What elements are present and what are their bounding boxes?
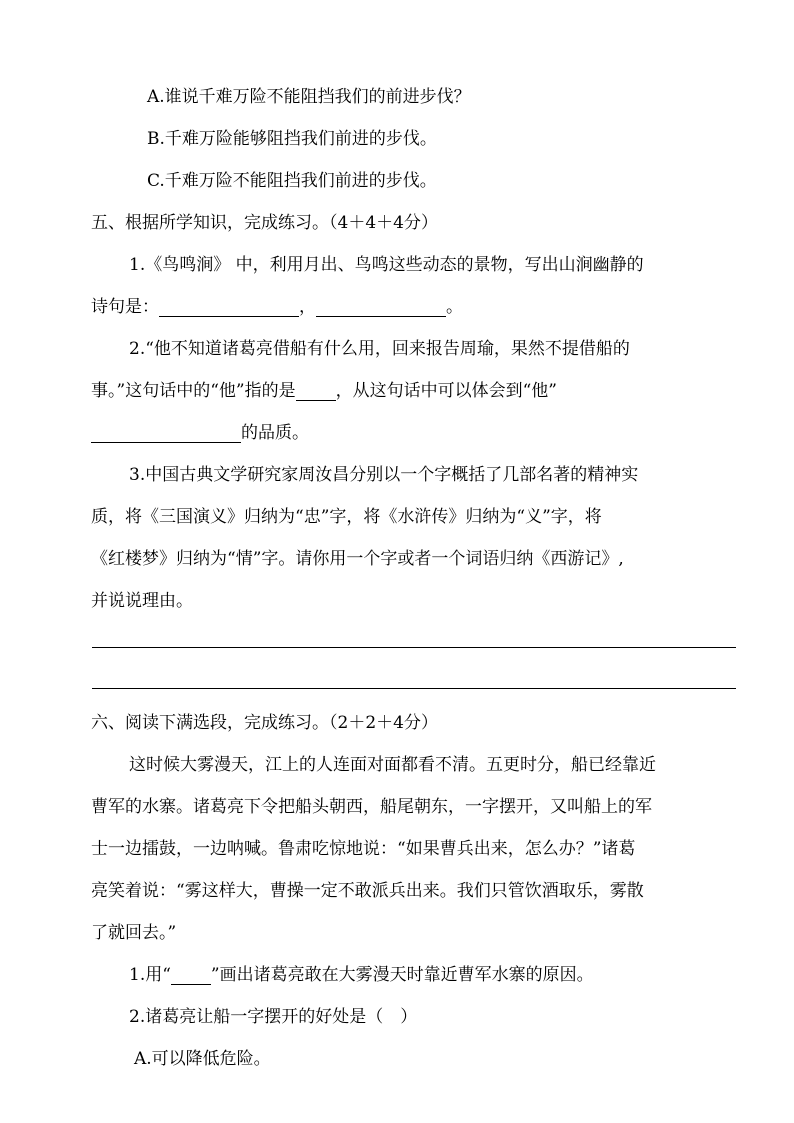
q5-3-line4: 并说说理由。 xyxy=(91,591,193,611)
passage-line-2: 曹军的水寨。诸葛亮下令把船头朝西，船尾朝东，一字摆开，又叫船上的军 xyxy=(91,797,652,817)
answer-blank-1[interactable] xyxy=(159,298,299,317)
q5-2-suffix: 的品质。 xyxy=(241,423,309,443)
q6-1-suffix: ”画出诸葛亮敢在大雾漫天时靠近曹军水寨的原因。 xyxy=(210,965,594,985)
q5-1-period: 。 xyxy=(446,297,463,317)
q6-2: 2.诸葛亮让船一字摆开的好处是（ ） xyxy=(129,1007,418,1027)
q5-2-line3 xyxy=(91,423,309,443)
answer-blank-3[interactable] xyxy=(296,382,336,401)
q5-2-line1: 2.“他不知道诸葛亮借船有什么用，回来报告周瑜，果然不提借船的 xyxy=(129,339,630,359)
q5-2-part-a: 事。”这句话中的“他”指的是 xyxy=(91,381,296,401)
q5-2-line2 xyxy=(91,381,557,401)
option-b: B.千难万险能够阻挡我们前进的步伐。 xyxy=(147,129,437,149)
q5-3-line1: 3.中国古典文学研究家周汝昌分别以一个字概括了几部名著的精神实 xyxy=(129,465,639,485)
q5-1-line1: 1.《鸟鸣涧》 中，利用月出、鸟鸣这些动态的景物，写出山涧幽静的 xyxy=(129,255,644,275)
passage-line-1: 这时候大雾漫天，江上的人连面对面都看不清。五更时分，船已经靠近 xyxy=(129,755,656,775)
passage-line-3: 士一边擂鼓，一边呐喊。鲁肃吃惊地说：“如果曹兵出来，怎么办？”诸葛 xyxy=(91,839,636,859)
section-5-heading: 五、根据所学知识，完成练习。（4＋4＋4分） xyxy=(91,213,438,233)
option-a: A.谁说千难万险不能阻挡我们的前进步伐？ xyxy=(147,87,471,107)
answer-blank-2[interactable] xyxy=(316,298,446,317)
q5-2-part-b: ，从这句话中可以体会到“他” xyxy=(335,381,557,401)
passage-line-5: 了就回去。” xyxy=(91,923,177,943)
section-6-heading: 六、阅读下满选段，完成练习。（2＋2＋4分） xyxy=(91,713,438,733)
answer-line-1[interactable] xyxy=(92,647,736,648)
q6-2-option-a: A.可以降低危险。 xyxy=(134,1049,271,1069)
q5-1-line2 xyxy=(91,297,463,317)
answer-blank-4[interactable] xyxy=(91,424,241,443)
q5-1-comma: ， xyxy=(299,297,316,317)
q6-1-prefix: 1.用“ xyxy=(129,965,171,985)
underline-sample xyxy=(171,966,211,985)
q5-3-line3: 《红楼梦》归纳为“情”字。请你用一个字或者一个词语归纳《西游记》, xyxy=(91,549,624,569)
q5-3-line2: 质，将《三国演义》归纳为“忠”字，将《水浒传》归纳为“义”字，将 xyxy=(91,507,602,527)
passage-line-4: 亮笑着说：“雾这样大，曹操一定不敢派兵出来。我们只管饮酒取乐，雾散 xyxy=(91,881,644,901)
q6-1 xyxy=(129,965,594,985)
option-c: C.千难万险不能阻挡我们前进的步伐。 xyxy=(147,171,437,191)
answer-line-2[interactable] xyxy=(92,688,736,689)
q5-1-prefix: 诗句是： xyxy=(91,297,159,317)
